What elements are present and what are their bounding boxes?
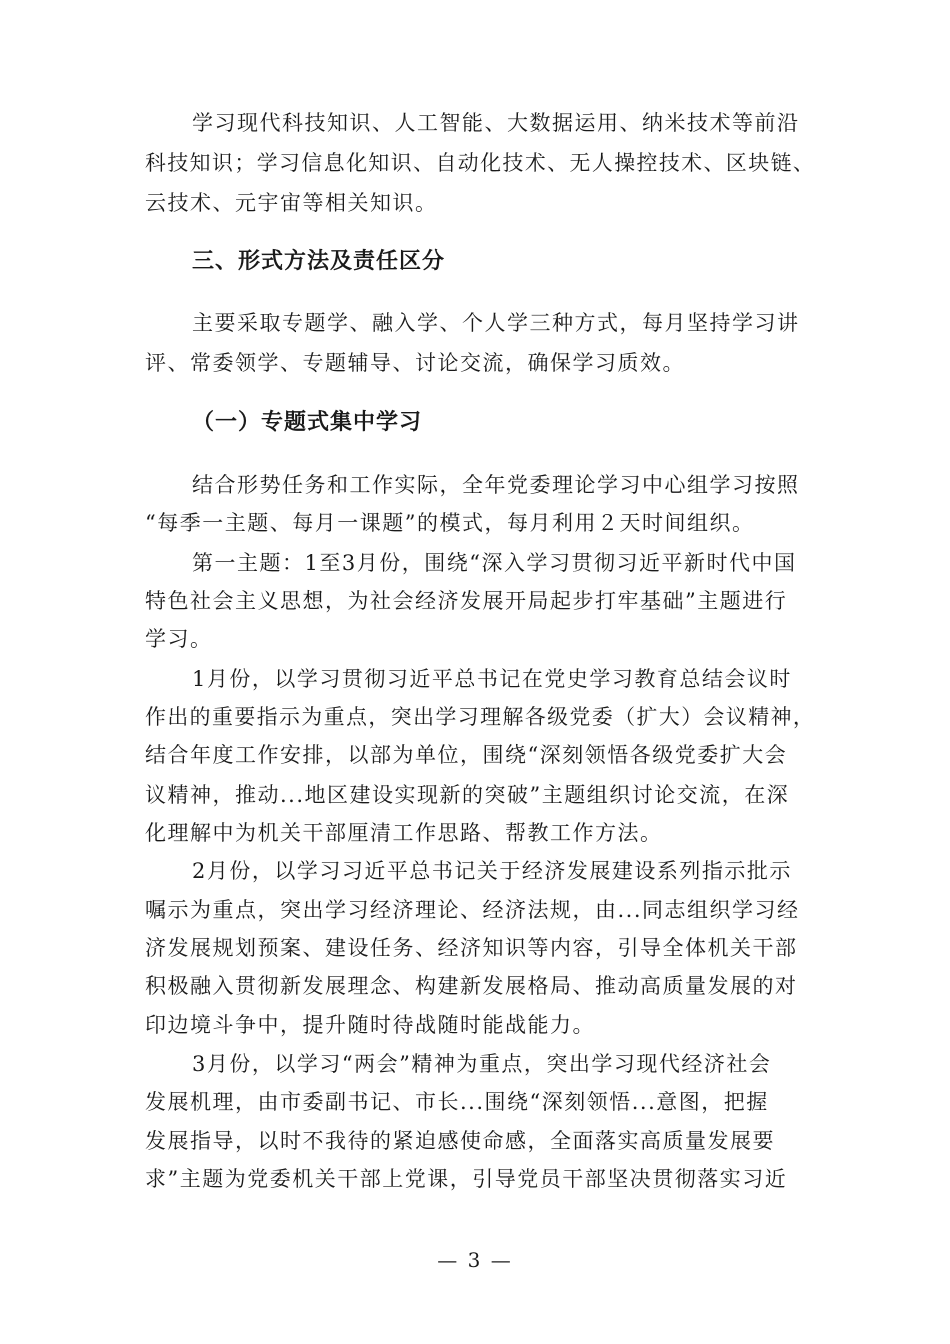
text-line: 嘱示为重点，突出学习经济理论、经济法规，由...同志组织学习经 bbox=[145, 898, 800, 922]
text-line: 云技术、元宇宙等相关知识。 bbox=[145, 191, 438, 215]
text-line: 2月份，以学习习近平总书记关于经济发展建设系列指示批示 bbox=[192, 859, 792, 883]
page-number: — 3 — bbox=[437, 1248, 513, 1272]
text-line: 化理解中为机关干部厘清工作思路、帮教工作方法。 bbox=[145, 821, 663, 845]
text-line: 学习。 bbox=[145, 627, 213, 651]
section-heading: 三、形式方法及责任区分 bbox=[192, 249, 446, 274]
text-line: 第一主题：1至3月份，围绕“深入学习贯彻习近平新时代中国 bbox=[192, 551, 797, 575]
subsection-heading: （一）专题式集中学习 bbox=[192, 410, 423, 435]
text-line: 议精神，推动...地区建设实现新的突破”主题组织讨论交流，在深 bbox=[145, 783, 790, 807]
text-line: 发展机理，由市委副书记、市长...围绕“深刻领悟...意图，把握 bbox=[145, 1090, 769, 1114]
text-line: 评、常委领学、专题辅导、讨论交流，确保学习质效。 bbox=[145, 351, 685, 375]
text-line: 1月份，以学习贯彻习近平总书记在党史学习教育总结会议时 bbox=[192, 667, 792, 691]
text-line: 学习现代科技知识、人工智能、大数据运用、纳米技术等前沿 bbox=[192, 111, 800, 135]
text-line: 结合年度工作安排，以部为单位，围绕“深刻领悟各级党委扩大会 bbox=[145, 743, 788, 767]
text-line: 求”主题为党委机关干部上党课，引导党员干部坚决贯彻落实习近 bbox=[145, 1167, 788, 1191]
text-line: 结合形势任务和工作实际，全年党委理论学习中心组学习按照 bbox=[192, 473, 800, 497]
text-line: 发展指导，以时不我待的紧迫感使命感，全面落实高质量发展要 bbox=[145, 1129, 775, 1153]
text-line: 特色社会主义思想，为社会经济发展开局起步打牢基础”主题进行 bbox=[145, 589, 788, 613]
text-line: 科技知识；学习信息化知识、自动化技术、无人操控技术、区块链、 bbox=[145, 151, 816, 175]
text-line: 主要采取专题学、融入学、个人学三种方式，每月坚持学习讲 bbox=[192, 311, 800, 335]
text-line: 印边境斗争中，提升随时待战随时能战能力。 bbox=[145, 1013, 595, 1037]
text-line: 3月份，以学习“两会”精神为重点，突出学习现代经济社会 bbox=[192, 1052, 772, 1076]
text-line: 作出的重要指示为重点，突出学习理解各级党委（扩大）会议精神， bbox=[145, 705, 816, 729]
text-line: 积极融入贯彻新发展理念、构建新发展格局、推动高质量发展的对 bbox=[145, 974, 798, 998]
text-line: 济发展规划预案、建设任务、经济知识等内容，引导全体机关干部 bbox=[145, 936, 798, 960]
text-line: “每季一主题、每月一课题”的模式，每月利用２天时间组织。 bbox=[145, 511, 755, 535]
